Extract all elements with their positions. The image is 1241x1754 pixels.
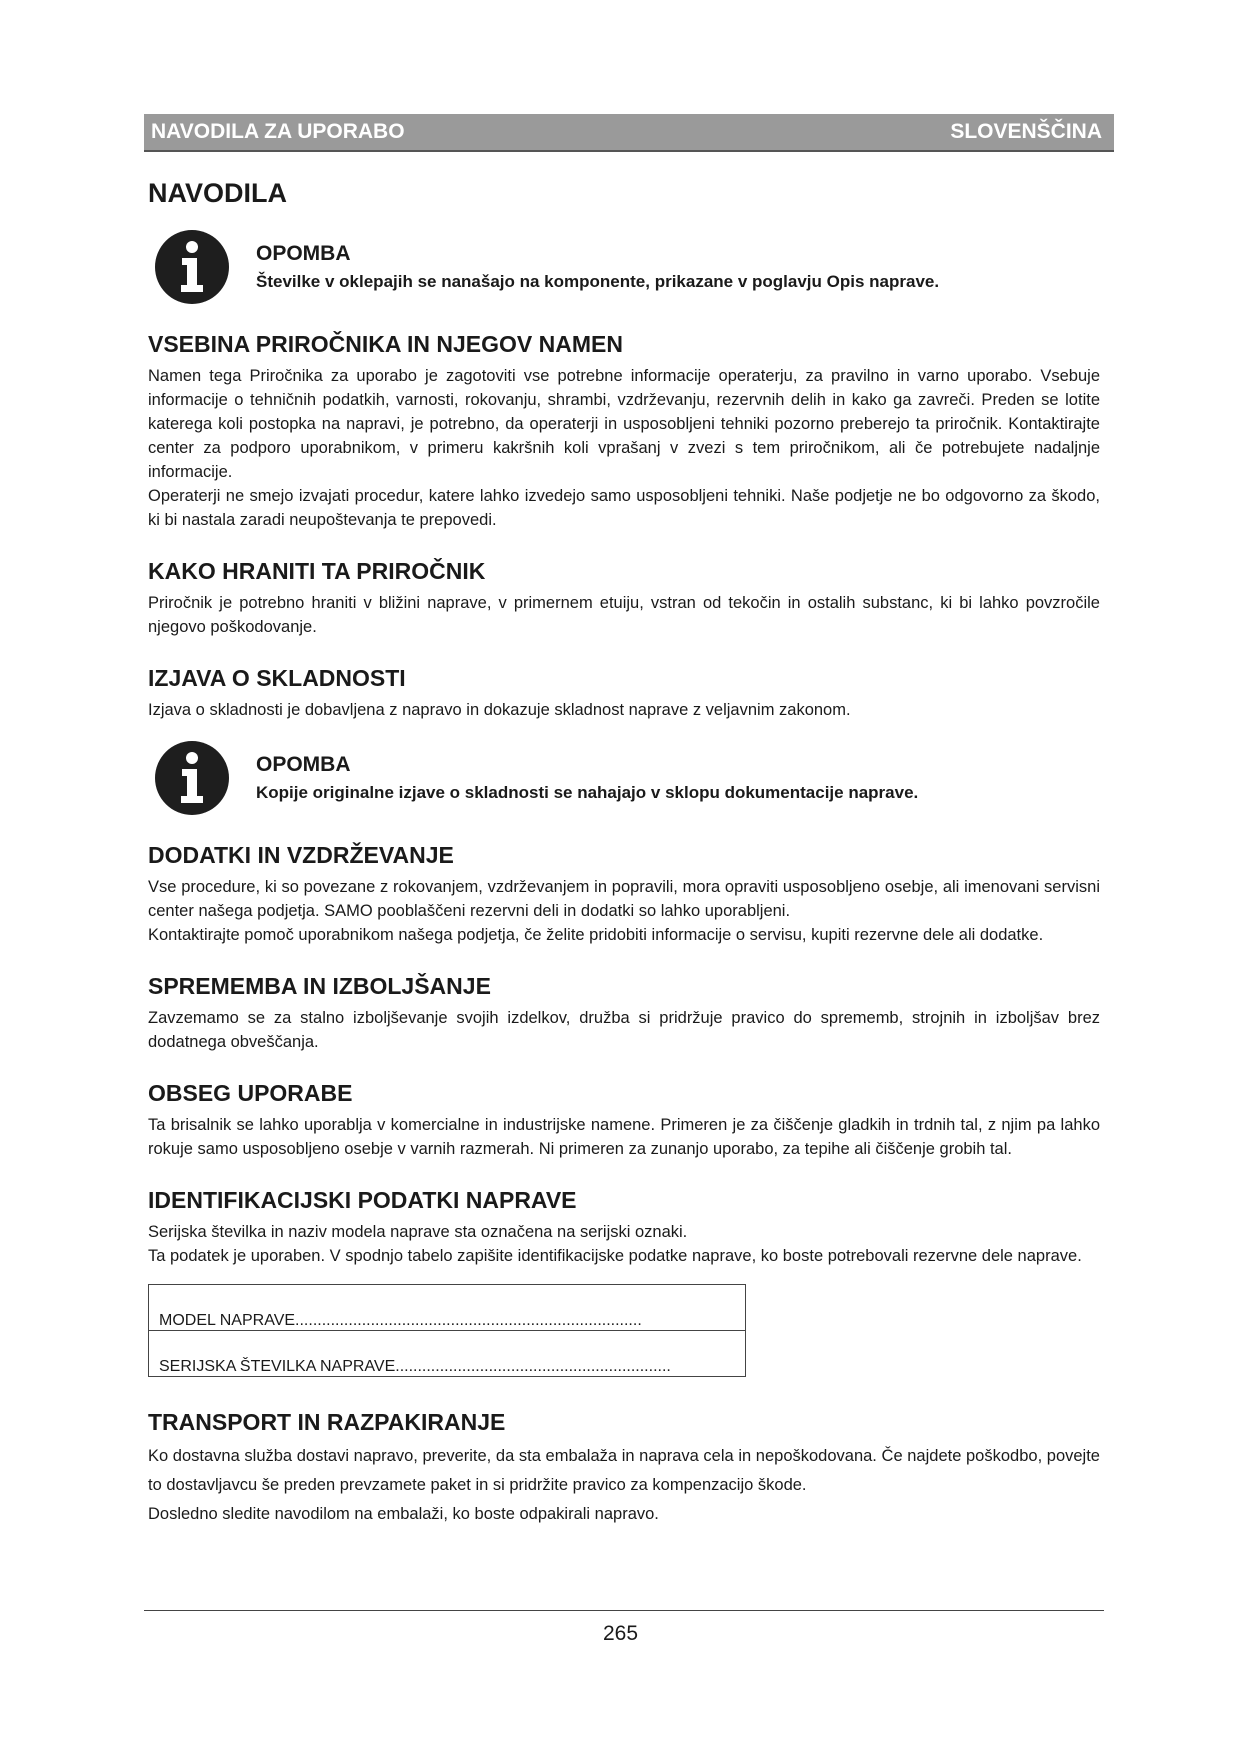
- section-title: KAKO HRANITI TA PRIROČNIK: [148, 558, 486, 584]
- section-paragraph: Ko dostavna služba dostavi napravo, preverite, da sta embalaža in naprava cela in nepoškodovana. Če najdete poškodbo, povejte to dostavljavcu še preden prevzamete paket in si pridržite pravico za kompenzacijo škode.: [148, 1447, 1100, 1494]
- section-title: IDENTIFIKACIJSKI PODATKI NAPRAVE: [148, 1187, 577, 1213]
- table-row: [149, 1285, 746, 1331]
- note-title: OPOMBA: [256, 242, 351, 265]
- section-paragraph: Kontaktirajte pomoč uporabnikom našega podjetja, če želite pridobiti informacije o servisu, kupiti rezervne dele ali dodatke.: [148, 926, 1044, 944]
- section-paragraph: Izjava o skladnosti je dobavljena z napravo in dokazuje skladnost naprave z veljavnim zakonom.: [148, 701, 851, 719]
- page-header: [144, 114, 1114, 152]
- note-title: OPOMBA: [256, 753, 351, 776]
- page-number: 265: [602, 1622, 639, 1645]
- page-content: [148, 178, 1100, 1555]
- section-title: IZJAVA O SKLADNOSTI: [148, 665, 406, 691]
- header-manual-title: NAVODILA ZA UPORABO: [151, 120, 405, 143]
- note-box: [148, 738, 1100, 818]
- section-transport: [148, 1409, 1100, 1529]
- footer-divider: [144, 1610, 1104, 1611]
- note-body: [256, 753, 918, 803]
- section-paragraph: Ta podatek je uporaben. V spodnjo tabelo zapišite identifikacijske podatke naprave, ko boste potrebovali rezervne dele naprave.: [148, 1247, 1082, 1265]
- section-scope: [148, 1080, 1100, 1161]
- section-title: TRANSPORT IN RAZPAKIRANJE: [148, 1409, 506, 1435]
- section-maintenance: [148, 842, 1100, 947]
- table-row: [149, 1331, 746, 1377]
- identification-table: [148, 1284, 746, 1377]
- section-paragraph: Namen tega Priročnika za uporabo je zagotoviti vse potrebne informacije operaterju, za pravilno in varno uporabo. Vsebuje informacije o tehničnih podatkih, varnosti, rokovanju, shrambi, vzdrževanju, rezervnih delih in kako ga zavreči. Preden se lotite katerega koli postopka na napravi, je potrebno, da operaterji in usposobljeni tehniki pozorno preberejo ta priročnik. Kontaktirajte center za podporo uporabnikom, v primeru kakršnih koli vprašanj v zvezi s tem priročnikom, ali če potrebujete nadaljnje informacije.: [148, 367, 1100, 481]
- section-paragraph: Serijska številka in naziv modela naprave sta označena na serijski oznaki.: [148, 1223, 688, 1241]
- info-icon: [154, 229, 230, 305]
- model-field: MODEL NAPRAVE..............................................................................: [149, 1285, 746, 1331]
- section-title: DODATKI IN VZDRŽEVANJE: [148, 842, 454, 868]
- section-declaration: [148, 665, 1100, 722]
- section-paragraph: Dosledno sledite navodilom na embalaži, ko boste odpakirali napravo.: [148, 1505, 659, 1523]
- page-title: NAVODILA: [148, 178, 287, 208]
- section-manual-storage: [148, 558, 1100, 639]
- info-icon: [154, 740, 230, 816]
- section-title: VSEBINA PRIROČNIKA IN NJEGOV NAMEN: [148, 331, 623, 357]
- header-language: SLOVENŠČINA: [950, 120, 1102, 143]
- section-title: OBSEG UPORABE: [148, 1080, 353, 1106]
- section-paragraph: Ta brisalnik se lahko uporablja v komercialne in industrijske namene. Primeren je za čiščenje gladkih in trdnih tal, z njim pa lahko rokuje samo usposobljeno osebje v varnih razmerah. Ni primeren za zunanjo uporabo, za tepihe ali čiščenje grobih tal.: [148, 1116, 1100, 1158]
- note-text: Številke v oklepajih se nanašajo na komponente, prikazane v poglavju Opis naprave.: [256, 272, 940, 291]
- section-paragraph: Vse procedure, ki so povezane z rokovanjem, vzdrževanjem in popravili, mora opraviti usposobljeno osebje, ali imenovani servisni center našega podjetja. SAMO pooblaščeni rezervni deli in dodatki so lahko uporabljeni.: [148, 878, 1100, 920]
- section-manual-purpose: [148, 331, 1100, 532]
- note-box: [148, 227, 1100, 307]
- section-changes: [148, 973, 1100, 1054]
- section-paragraph: Operaterji ne smejo izvajati procedur, katere lahko izvedejo samo usposobljeni tehniki. Naše podjetje ne bo odgovorno za škodo, ki bi nastala zaradi neupoštevanja te prepovedi.: [148, 487, 1100, 529]
- section-identification: [148, 1187, 1100, 1268]
- section-paragraph: Zavzemamo se za stalno izboljševanje svojih izdelkov, družba si pridržuje pravico do sprememb, strojnih in izboljšav brez dodatnega obveščanja.: [148, 1009, 1100, 1051]
- note-text: Kopije originalne izjave o skladnosti se nahajajo v sklopu dokumentacije naprave.: [256, 783, 919, 802]
- note-body: [256, 242, 939, 292]
- section-title: SPREMEMBA IN IZBOLJŠANJE: [148, 973, 491, 999]
- serial-field: SERIJSKA ŠTEVILKA NAPRAVE..............................................................: [149, 1331, 746, 1377]
- section-paragraph: Priročnik je potrebno hraniti v bližini naprave, v primernem etuiju, vstran od tekočin in ostalih substanc, ki bi lahko povzročile njegovo poškodovanje.: [148, 594, 1100, 636]
